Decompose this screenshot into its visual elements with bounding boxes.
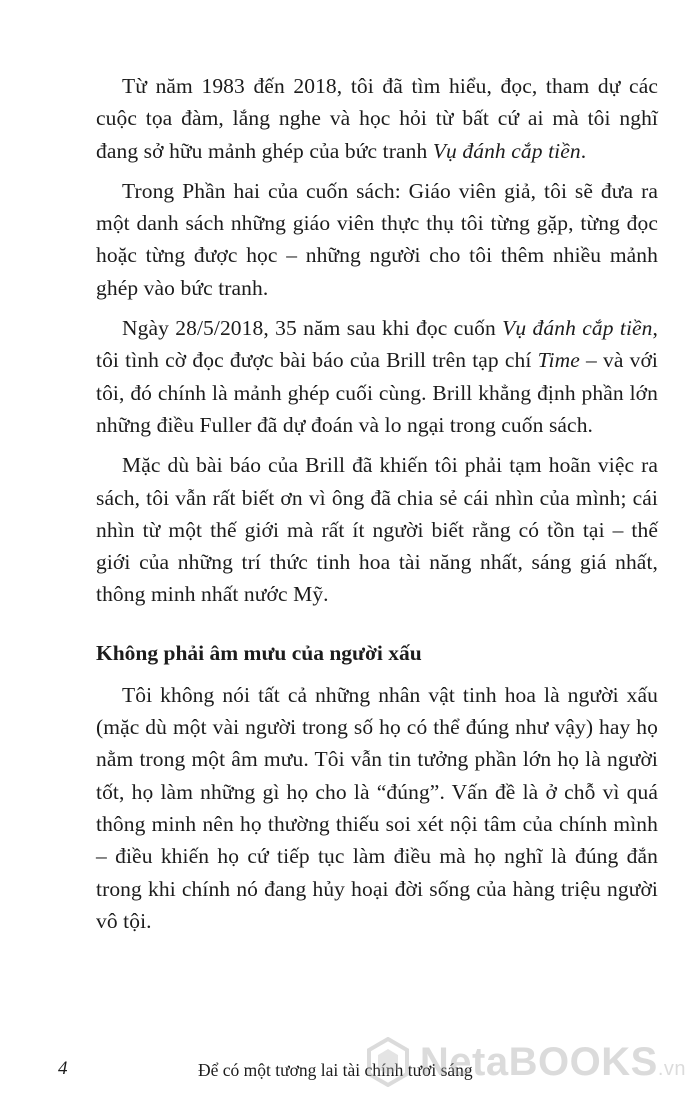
watermark-brand: NetaBOOKS (419, 1039, 658, 1084)
paragraph-1-end: . (580, 138, 587, 163)
page-body (96, 70, 658, 945)
watermark (366, 1034, 686, 1090)
paragraph-2: Trong Phần hai của cuốn sách: Giáo viên giả, tôi sẽ đưa ra một danh sách những giáo viên thực thụ tôi từng gặp, từng đọc hoặc từng được học – những người cho tôi thêm nhiều mảnh ghép vào bức tranh. (96, 178, 658, 300)
paragraph-1-text: Từ năm 1983 đến 2018, tôi đã tìm hiểu, đọc, tham dự các cuộc tọa đàm, lắng nghe và học hỏi từ bất cứ ai mà tôi nghĩ đang sở hữu mảnh ghép của bức tranh (96, 74, 658, 163)
paragraph-3-mid: , tôi tình cờ đọc được bài báo của Brill trên tạp chí (96, 316, 658, 373)
paragraph-3-end: – và với tôi, đó chính là mảnh ghép cuối cùng. Brill khẳng định phần lớn những điều Fuller đã dự đoán và lo ngại trong cuốn sách. (96, 348, 658, 437)
page-number: 4 (58, 1058, 68, 1079)
section-heading: Không phải âm mưu của người xấu (96, 640, 422, 665)
paragraph-5: Tôi không nói tất cả những nhân vật tinh hoa là người xấu (mặc dù một vài người trong số họ có thể đúng như vậy) hay họ nằm trong một âm mưu. Tôi vẫn tin tưởng phần lớn họ là người tốt, họ làm những gì họ cho là “đúng”. Vấn đề là ở chỗ vì quá thông minh nên họ thường thiếu soi xét nội tâm của chính mình – điều khiến họ cứ tiếp tục làm điều mà họ nghĩ là đúng đắn trong khi chính nó đang hủy hoại đời sống của hàng triệu người vô tội. (96, 682, 658, 933)
paragraph-4: Mặc dù bài báo của Brill đã khiến tôi phải tạm hoãn việc ra sách, tôi vẫn rất biết ơn vì ông đã chia sẻ cái nhìn của mình; cái nhìn từ một thế giới mà rất ít người biết rằng có tồn tại – thế giới của những trí thức tinh hoa tài năng nhất, sáng giá nhất, thông minh nhất nước Mỹ. (96, 453, 658, 607)
running-title: Để có một tương lai tài chính tươi sáng (198, 1060, 473, 1080)
watermark-suffix: .vn (657, 1057, 686, 1080)
paragraph-1 (96, 70, 658, 167)
book-title-italic: Vụ đánh cắp tiền (502, 316, 653, 341)
paragraph-3 (96, 312, 658, 441)
hexagon-logo-icon (366, 1037, 410, 1087)
watermark-text (420, 1040, 686, 1085)
magazine-title-italic: Time (537, 348, 580, 373)
paragraph-3-start: Ngày 28/5/2018, 35 năm sau khi đọc cuốn (122, 316, 503, 341)
book-title-italic: Vụ đánh cắp tiền (432, 138, 581, 163)
